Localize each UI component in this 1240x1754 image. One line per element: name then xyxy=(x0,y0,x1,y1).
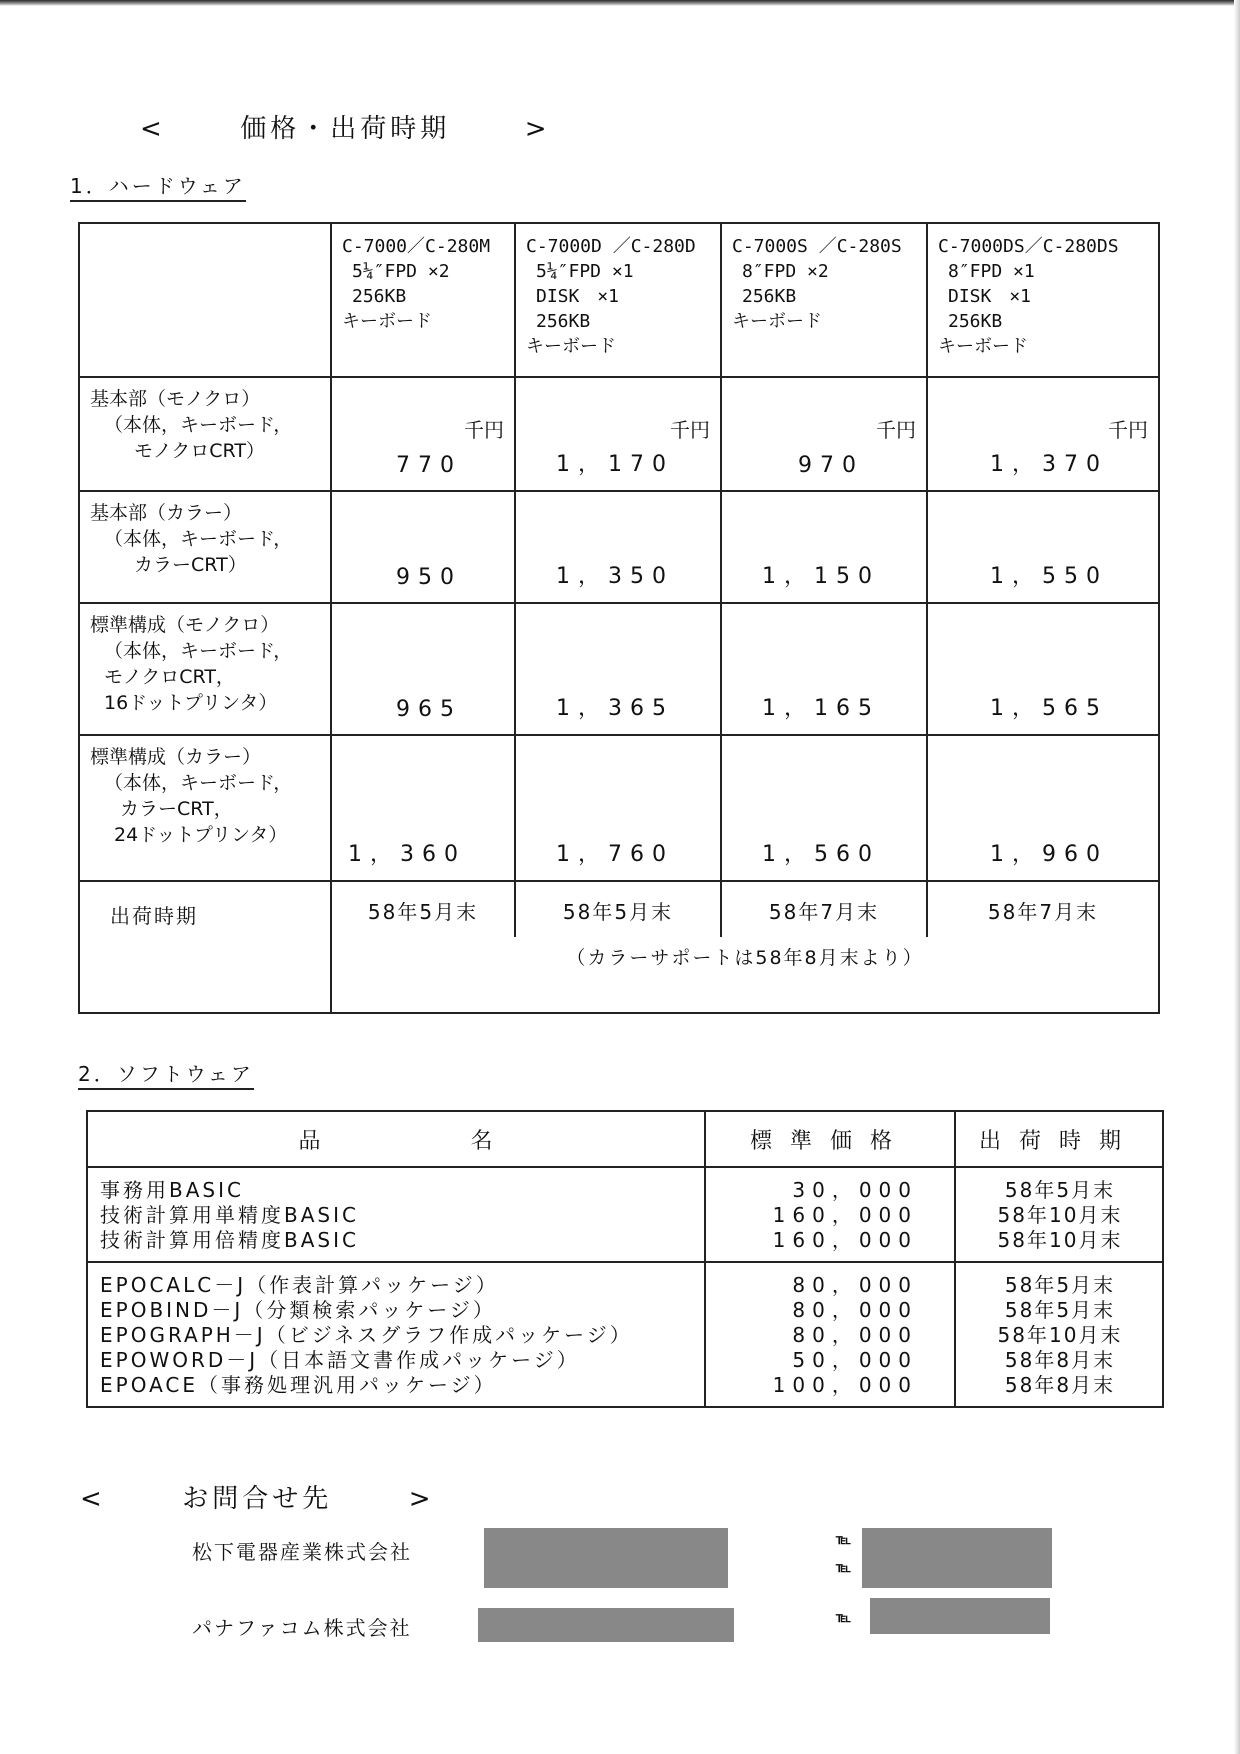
price-value: 1，350 xyxy=(556,564,674,589)
row-label-line: 基本部（モノクロ） xyxy=(90,388,261,410)
price-cell xyxy=(721,735,927,881)
price-cell xyxy=(721,491,927,603)
model-line: キーボード xyxy=(938,336,1028,357)
price-value: 770 xyxy=(396,453,462,478)
row-label xyxy=(79,603,331,735)
row-label xyxy=(79,735,331,881)
product-price: 80，000 xyxy=(792,1298,918,1322)
model-line: C-7000／C-280M xyxy=(342,236,491,257)
row-label xyxy=(79,491,331,603)
tel-icon: ℡ xyxy=(836,1610,852,1626)
hardware-heading: 1．ハードウェア xyxy=(70,170,246,202)
product-ship-date: 58年10月末 xyxy=(997,1323,1123,1347)
product-ship-date: 58年10月末 xyxy=(997,1203,1123,1227)
product-ship-dates xyxy=(955,1262,1163,1407)
scan-edge-top xyxy=(0,0,1240,6)
scan-edge-right xyxy=(1234,0,1240,1754)
price-value: 965 xyxy=(396,697,462,722)
header-price: 標準価格 xyxy=(705,1111,955,1167)
model-c7000 xyxy=(331,223,515,377)
shipping-date: 58年7月末 xyxy=(721,881,927,937)
product-prices xyxy=(705,1262,955,1407)
unit-label: 千円 xyxy=(670,418,710,442)
row-label-line: 16ドットプリンタ） xyxy=(104,692,278,714)
product-name: EPOGRAPH－J（ビジネスグラフ作成パッケージ） xyxy=(100,1323,633,1347)
product-price: 30，000 xyxy=(792,1178,918,1202)
shipping-date: 58年5月末 xyxy=(515,881,721,937)
table-corner-cell xyxy=(79,223,331,377)
product-ship-dates xyxy=(955,1167,1163,1262)
shipping-label: 出荷時期 xyxy=(79,881,331,1013)
model-line: C-7000S ／C-280S xyxy=(732,236,902,257)
price-value: 1，360 xyxy=(348,842,466,867)
price-value: 1，960 xyxy=(990,842,1108,867)
row-label-line: モノクロCRT） xyxy=(134,440,265,462)
price-cell xyxy=(331,603,515,735)
row-label-line: 基本部（カラー） xyxy=(90,502,243,524)
software-price-table xyxy=(86,1110,1164,1408)
row-basic-mono xyxy=(79,377,1159,491)
product-name: 技術計算用単精度BASIC xyxy=(100,1203,359,1227)
price-cell xyxy=(721,377,927,491)
price-cell xyxy=(515,735,721,881)
price-cell xyxy=(927,491,1159,603)
price-cell xyxy=(515,377,721,491)
contact-open-bracket: < xyxy=(80,1484,106,1514)
shipping-date: 58年7月末 xyxy=(927,881,1159,937)
price-cell xyxy=(515,603,721,735)
model-line: 256KB xyxy=(948,311,1003,332)
title-open-bracket: < xyxy=(140,114,166,144)
price-value: 1，565 xyxy=(990,696,1108,721)
page-title xyxy=(140,108,660,148)
price-value: 1，365 xyxy=(556,696,674,721)
model-line: キーボード xyxy=(732,311,822,332)
model-line: 8″FPD ×2 xyxy=(742,261,829,282)
price-value: 1，550 xyxy=(990,564,1108,589)
price-value: 1，150 xyxy=(762,564,880,589)
product-price: 50，000 xyxy=(792,1348,918,1372)
model-line: DISK ×1 xyxy=(536,286,620,307)
product-price: 80，000 xyxy=(792,1273,918,1297)
redacted-address xyxy=(484,1528,728,1588)
product-name: EPOBIND－J（分類検索パッケージ） xyxy=(100,1298,496,1322)
price-cell xyxy=(515,491,721,603)
title-text: 価格・出荷時期 xyxy=(240,114,451,144)
color-support-note: （カラーサポートは58年8月末より） xyxy=(331,937,1159,1013)
contact-close-bracket: > xyxy=(408,1484,435,1514)
price-value: 1，560 xyxy=(762,842,880,867)
tel-icon: ℡ xyxy=(836,1560,852,1576)
product-name: EPOWORD－J（日本語文書作成パッケージ） xyxy=(100,1348,580,1372)
model-c7000s xyxy=(721,223,927,377)
redacted-address xyxy=(478,1608,734,1642)
product-price: 160，000 xyxy=(772,1228,918,1252)
model-line: 256KB xyxy=(352,286,407,307)
unit-label: 千円 xyxy=(876,418,916,442)
row-label-line: カラーCRT， xyxy=(120,798,233,820)
tel-icon: ℡ xyxy=(836,1532,852,1548)
price-cell xyxy=(331,491,515,603)
model-line: C-7000D ／C-280D xyxy=(526,236,696,257)
product-price: 160，000 xyxy=(772,1203,918,1227)
row-shipping xyxy=(79,881,1159,937)
row-standard-color xyxy=(79,735,1159,881)
model-line: 256KB xyxy=(536,311,591,332)
row-basic-color xyxy=(79,491,1159,603)
header-name: 品名 xyxy=(87,1111,705,1167)
shipping-date: 58年5月末 xyxy=(331,881,515,937)
product-name: 技術計算用倍精度BASIC xyxy=(100,1228,359,1252)
model-line: キーボード xyxy=(342,311,432,332)
product-name: EPOCALC－J（作表計算パッケージ） xyxy=(100,1273,499,1297)
product-names xyxy=(87,1167,705,1262)
row-label-line: カラーCRT） xyxy=(134,554,247,576)
price-value: 1，165 xyxy=(762,696,880,721)
model-c7000ds xyxy=(927,223,1159,377)
software-group-epo xyxy=(87,1262,1163,1407)
price-value: 1，760 xyxy=(556,842,674,867)
product-name: 事務用BASIC xyxy=(100,1178,244,1202)
redacted-phone xyxy=(870,1598,1050,1634)
model-line: 5¼″FPD ×1 xyxy=(536,261,634,282)
model-line: C-7000DS／C-280DS xyxy=(938,236,1119,257)
product-ship-date: 58年5月末 xyxy=(1004,1178,1116,1202)
row-label xyxy=(79,377,331,491)
hardware-price-table xyxy=(78,222,1160,1014)
company-panafacom: パナファコム株式会社 xyxy=(192,1616,412,1640)
product-price: 100，000 xyxy=(772,1373,918,1397)
model-line: キーボード xyxy=(526,336,616,357)
unit-label: 千円 xyxy=(464,418,504,442)
row-label-line: （本体，キーボード， xyxy=(104,772,293,794)
contact-title xyxy=(80,1478,435,1515)
product-prices xyxy=(705,1167,955,1262)
model-line: 5¼″FPD ×2 xyxy=(352,261,450,282)
product-names xyxy=(87,1262,705,1407)
company-matsushita: 松下電器産業株式会社 xyxy=(192,1540,412,1564)
price-value: 1，170 xyxy=(556,452,674,477)
software-header-row xyxy=(87,1111,1163,1167)
price-cell xyxy=(927,603,1159,735)
price-cell xyxy=(331,735,515,881)
product-ship-date: 58年5月末 xyxy=(1004,1298,1116,1322)
row-label-line: 標準構成（カラー） xyxy=(90,746,262,768)
row-label-line: モノクロCRT， xyxy=(104,666,235,688)
row-label-line: 24ドットプリンタ） xyxy=(114,824,288,846)
model-line: 256KB xyxy=(742,286,797,307)
redacted-phone xyxy=(862,1528,1052,1588)
model-header-row xyxy=(79,223,1159,377)
software-group-basic xyxy=(87,1167,1163,1262)
row-standard-mono xyxy=(79,603,1159,735)
model-line: 8″FPD ×1 xyxy=(948,261,1035,282)
product-ship-date: 58年5月末 xyxy=(1004,1273,1116,1297)
product-name: EPOACE（事務処理汎用パッケージ） xyxy=(100,1373,497,1397)
row-label-line: （本体，キーボード， xyxy=(104,640,293,662)
price-cell xyxy=(927,735,1159,881)
row-label-line: 標準構成（モノクロ） xyxy=(90,614,280,636)
price-value: 970 xyxy=(798,453,864,478)
product-ship-date: 58年8月末 xyxy=(1004,1373,1116,1397)
price-value: 1，370 xyxy=(990,452,1108,477)
price-value: 950 xyxy=(396,565,462,590)
row-label-line: （本体，キーボード， xyxy=(104,414,293,436)
model-line: DISK ×1 xyxy=(948,286,1032,307)
product-price: 80，000 xyxy=(792,1323,918,1347)
header-ship: 出荷時期 xyxy=(955,1111,1163,1167)
product-ship-date: 58年8月末 xyxy=(1004,1348,1116,1372)
price-cell xyxy=(927,377,1159,491)
model-c7000d xyxy=(515,223,721,377)
title-close-bracket: > xyxy=(524,114,551,144)
row-label-line: （本体，キーボード， xyxy=(104,528,293,550)
unit-label: 千円 xyxy=(1108,418,1148,442)
product-ship-date: 58年10月末 xyxy=(997,1228,1123,1252)
software-heading: 2．ソフトウェア xyxy=(78,1058,254,1090)
contact-title-text: お問合せ先 xyxy=(182,1484,333,1514)
price-cell xyxy=(721,603,927,735)
price-cell xyxy=(331,377,515,491)
